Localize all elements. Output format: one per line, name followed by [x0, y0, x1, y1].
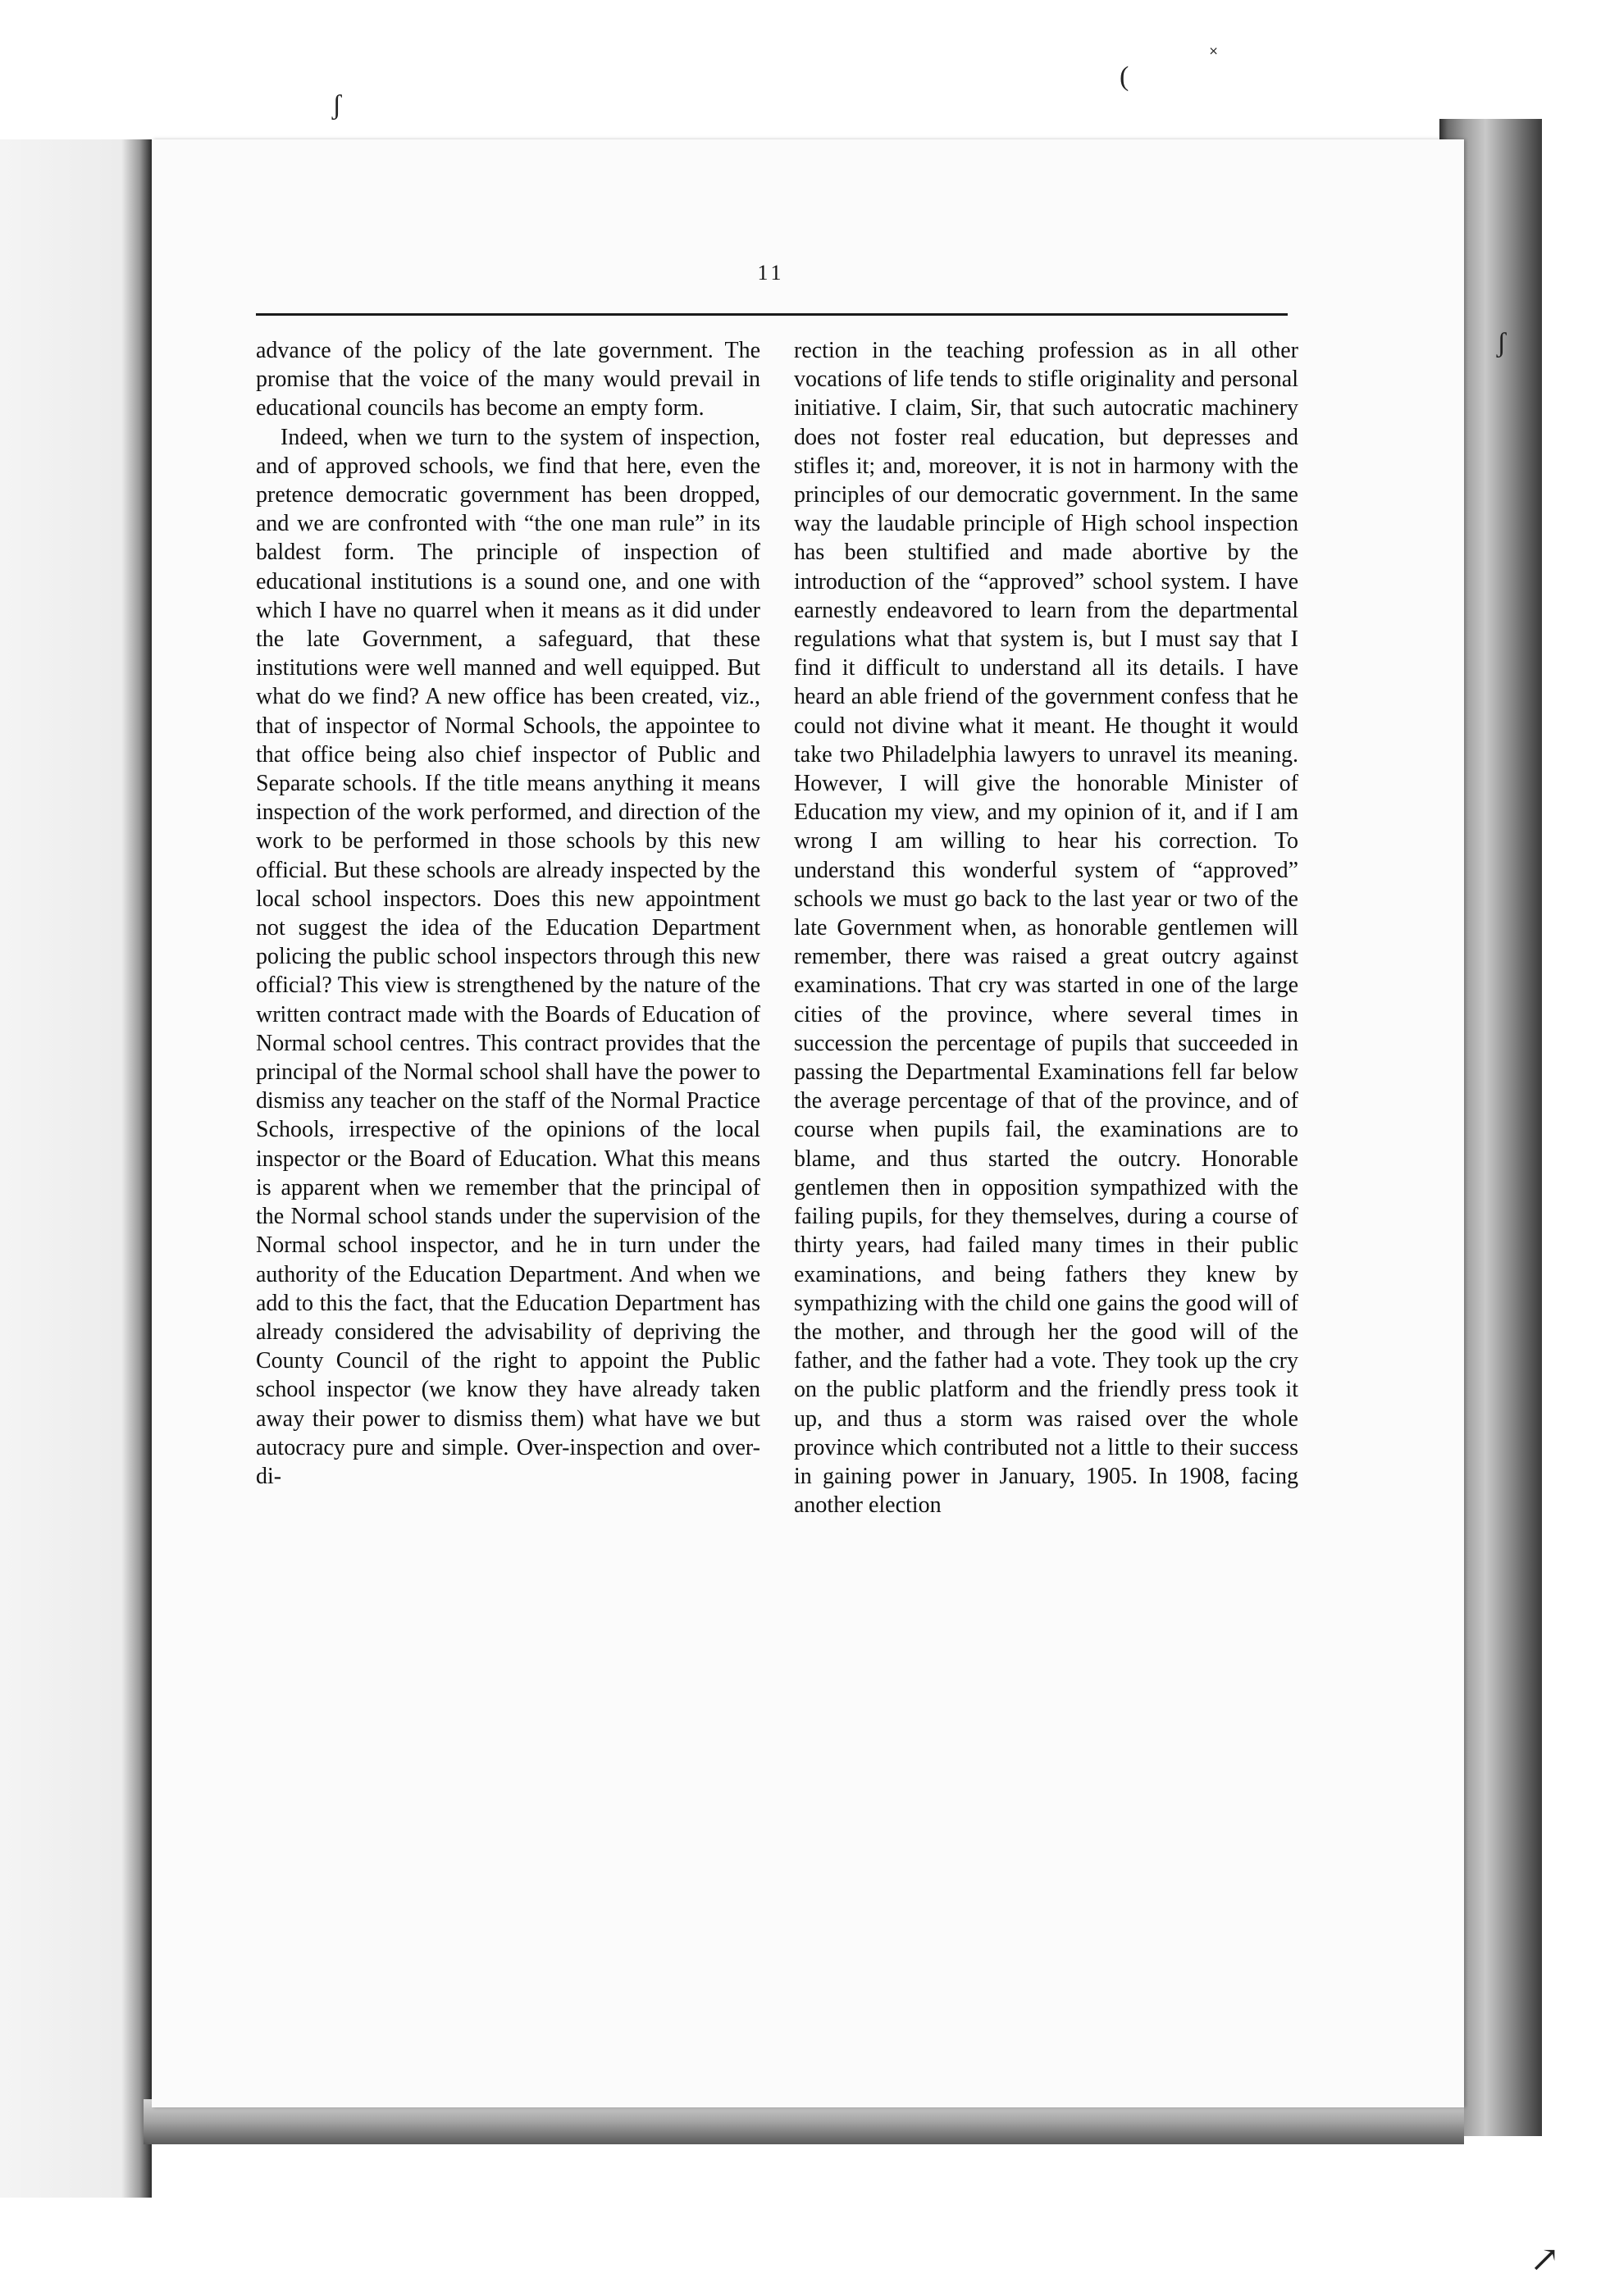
- paragraph: Indeed, when we turn to the system of inspection, and of approved schools, we find that here, even the pretence democratic government has been dropped, and we are confronted with “the one man rule” in its baldest form. The principle of inspection of educational institutions is a sound one, and one with which I have no quarrel when it means as it did under the late Government, a safeguard, that these institutions were well manned and well equipped. But what do we find? A new office has been created, viz., that of inspector of Normal Schools, the appointee to that office being also chief inspector of Public and Separate schools. If the title means anything it means inspection of the work performed, and direction of the work to be performed in those schools by this new official. But these schools are already inspected by the local school inspectors. Does this new appointment not suggest the idea of the Education Department policing the public school inspectors through this new official? This view is strengthened by the nature of the written contract made with the Boards of Education of Normal school centres. This contract provides that the principal of the Normal school shall have the power to dismiss any teacher on the staff of the Normal Practice Schools, irrespective of the opinions of the local inspector or the Board of Education. What this means is apparent when we remember that the principal of the Normal school stands under the supervision of the Normal school inspector, and he in turn under the authority of the Education Department. And when we add to this the fact, that the Education Department has already considered the advisability of depriving the County Council of the right to appoint the Public school inspector (we know they have already taken away their power to dismiss them) what have we but autocracy pure and simple. Over-inspection and over-di-: [256, 424, 760, 1489]
- paragraph: rection in the teaching profession as in all other vocations of life tends to stifle originality and personal initiative. I claim, Sir, that such autocratic machinery does not foster real education, but depresses and stifles it; and, moreover, it is not in harmony with the principles of our democratic government. In the same way the laudable principle of High school inspection has been stultified and made abortive by the introduction of the “approved” school system. I have earnestly endeavored to learn from the departmental regulations what that system is, but I must say that I find it difficult to understand all its details. I have heard an able friend of the government confess that he could not divine what it meant. He thought it would take two Philadelphia lawyers to unravel its meaning. However, I will give the honorable Minister of Education my view, and my opinion of it, and if I am wrong I am willing to hear his correction. To understand this wonderful system of “approved” schools we must go back to the last year or two of the late Government when, as honorable gentlemen will remember, there was raised a great outcry against examinations. That cry was started in one of the large cities of the province, where several times in succession the percentage of pupils that succeeded in passing the Departmental Examinations fell far below the average percentage of that of the province, and of course when pupils fail, the examinations are to blame, and thus started the outcry. Honorable gentlemen then in opposition sympathized with the failing pupils, for they themselves, during a course of thirty years, had failed many times in their public examinations, and being fathers they knew by sympathizing with the child one gains the good will of the mother, and through her the good will of the father, and the father had a vote. They took up the cry on the public platform and the friendly press took it up, and thus a storm was raised over the whole province which contributed not a little to their success in gaining power in January, 1905. In 1908, facing another election: [794, 338, 1298, 1519]
- scan-speck: ʃ: [1497, 328, 1507, 358]
- right-text-column: [794, 336, 1298, 1519]
- page-number: 11: [757, 261, 785, 285]
- paragraph: advance of the policy of the late government. The promise that the voice of the many would prevail in educational councils has become an empty form.: [256, 338, 760, 421]
- scan-speck: ↗: [1530, 2239, 1560, 2280]
- scan-speck: (: [1120, 61, 1129, 92]
- gutter-shadow: [0, 139, 152, 2198]
- scan-speck: ʃ: [332, 90, 342, 121]
- left-text-column: [256, 336, 760, 1491]
- header-rule: [256, 313, 1288, 316]
- scan-speck: ˟: [1210, 45, 1218, 66]
